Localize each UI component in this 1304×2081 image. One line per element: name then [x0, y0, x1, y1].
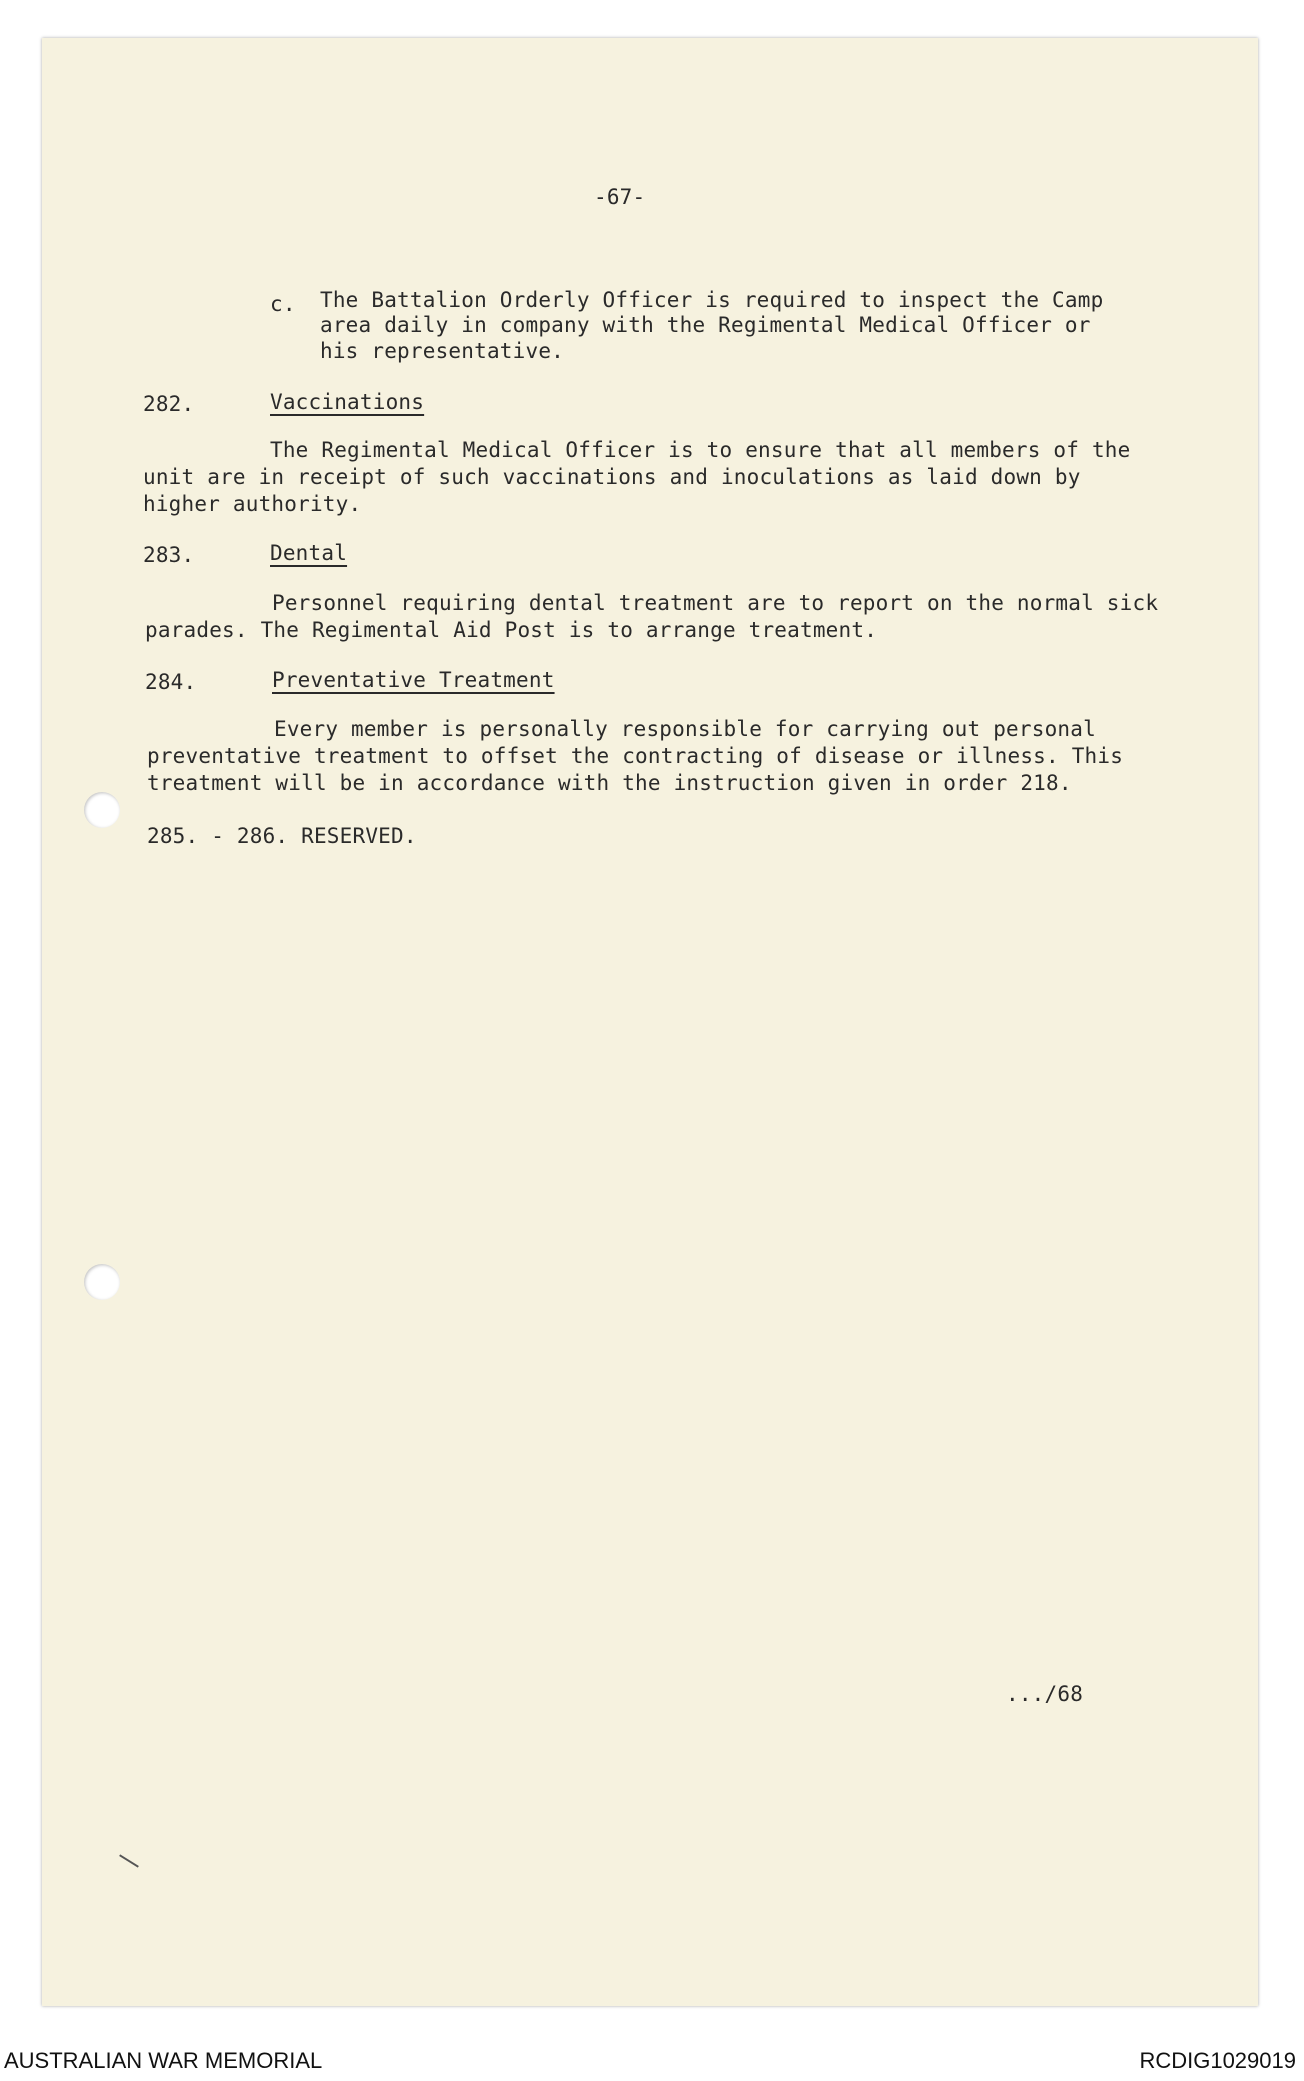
- reserved-line: 285. - 286. RESERVED.: [147, 824, 417, 848]
- section-text-line: higher authority.: [143, 492, 362, 516]
- continuation-marker: .../68: [1006, 1682, 1084, 1706]
- section-text-line: parades. The Regimental Aid Post is to arrange treatment.: [145, 618, 878, 642]
- punch-hole-top: [84, 792, 120, 828]
- section-heading: Vaccinations: [270, 390, 425, 414]
- footer-right: RCDIG1029019: [1139, 2048, 1296, 2073]
- para-c-line: The Battalion Orderly Officer is required to inspect the Camp: [320, 288, 1104, 312]
- para-c-line: area daily in company with the Regimental Medical Officer or: [320, 313, 1091, 337]
- para-c-line: his representative.: [320, 339, 565, 363]
- section-text-line: unit are in receipt of such vaccinations and inoculations as laid down by: [143, 465, 1081, 489]
- footer-left: AUSTRALIAN WAR MEMORIAL: [4, 2048, 323, 2073]
- section-text-line: The Regimental Medical Officer is to ensure that all members of the: [270, 438, 1131, 462]
- section-text-line: treatment will be in accordance with the instruction given in order 218.: [147, 771, 1072, 795]
- section-heading: Dental: [270, 541, 348, 565]
- section-number: 283.: [143, 543, 195, 567]
- section-number: 284.: [145, 670, 197, 694]
- section-text-line: Personnel requiring dental treatment are to report on the normal sick: [272, 591, 1159, 615]
- section-text-line: preventative treatment to offset the contracting of disease or illness. This: [147, 744, 1124, 768]
- page-number: -67-: [594, 185, 646, 209]
- section-number: 282.: [143, 392, 195, 416]
- section-text-line: Every member is personally responsible for carrying out personal: [274, 717, 1096, 741]
- section-heading: Preventative Treatment: [272, 668, 555, 692]
- punch-hole-bottom: [84, 1264, 120, 1300]
- para-c-label: c.: [270, 292, 296, 316]
